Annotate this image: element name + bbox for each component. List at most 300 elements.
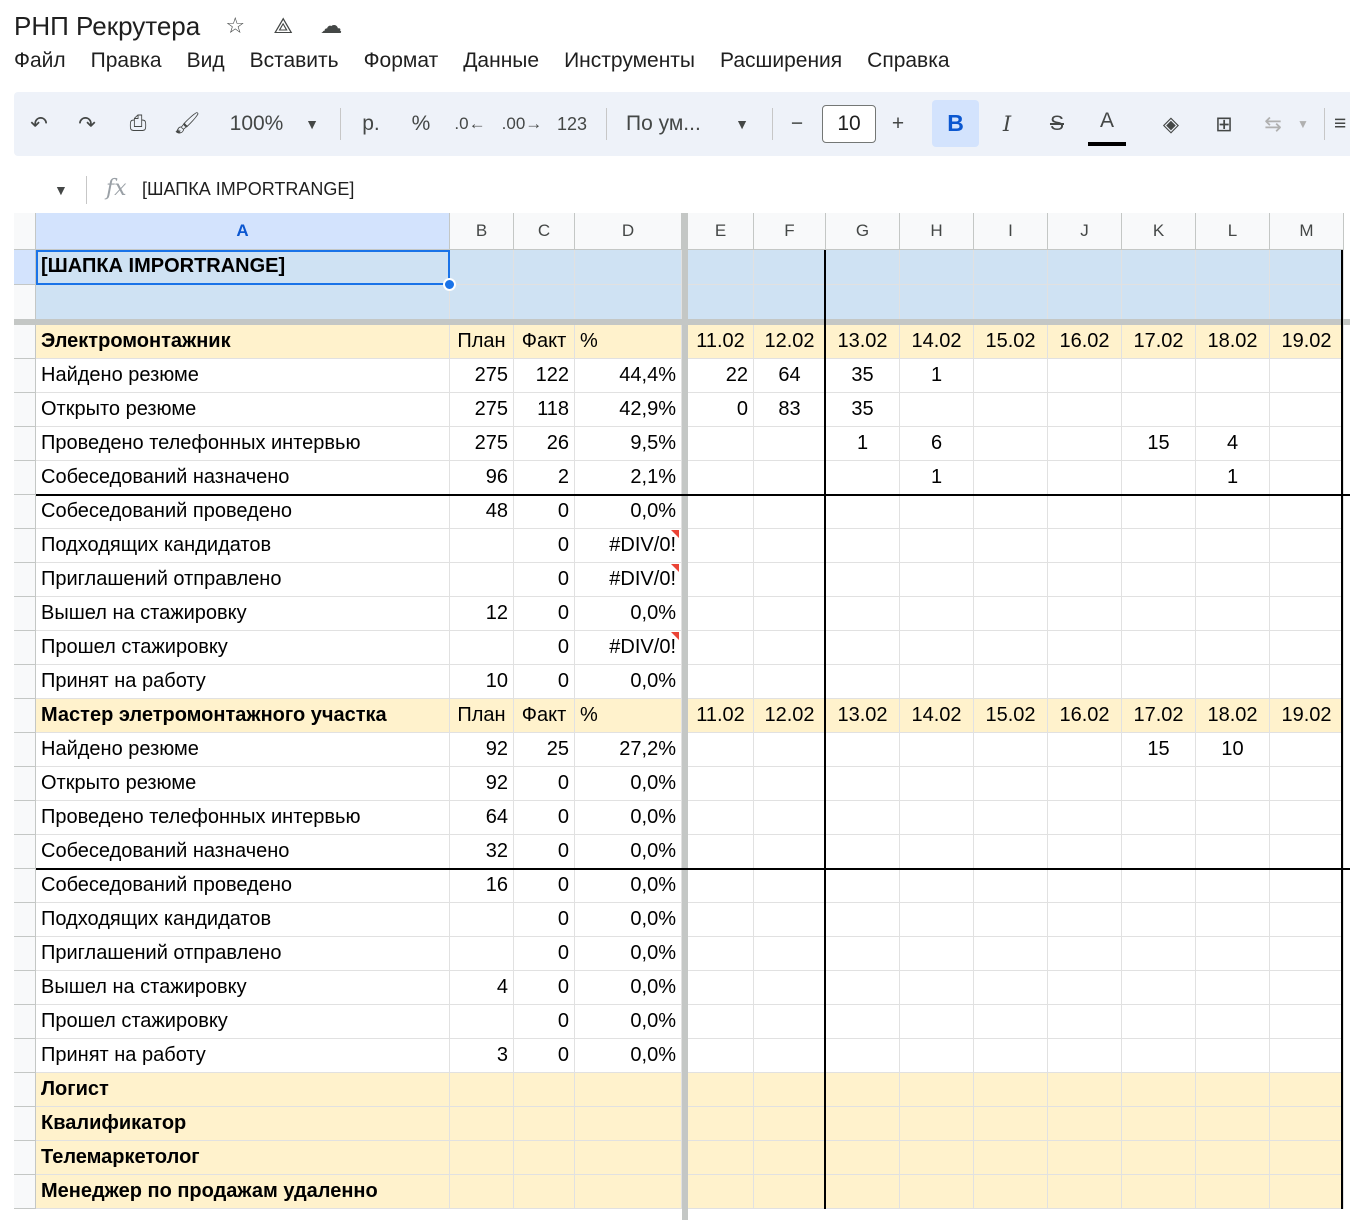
table-cell[interactable]: 1 [900,359,974,393]
table-cell[interactable]: 42,9% [575,393,682,427]
table-cell[interactable] [754,733,826,767]
table-cell[interactable] [1270,801,1344,835]
table-cell[interactable] [1122,1039,1196,1073]
table-cell[interactable]: 0 [514,495,575,529]
section-header-cell[interactable] [754,1141,826,1175]
table-cell[interactable]: 118 [514,393,575,427]
table-cell[interactable]: Вышел на стажировку [36,597,450,631]
row-header[interactable] [14,495,36,529]
banner-cell[interactable] [688,250,754,285]
row-header[interactable] [14,250,36,285]
table-cell[interactable]: 0 [514,1039,575,1073]
table-cell[interactable] [1270,733,1344,767]
table-cell[interactable]: 35 [826,393,900,427]
table-cell[interactable] [1122,835,1196,869]
table-cell[interactable] [1270,1039,1344,1073]
table-cell[interactable] [1048,801,1122,835]
table-cell[interactable]: 0 [514,869,575,903]
table-cell[interactable]: 0,0% [575,665,682,699]
section-header-cell[interactable] [974,1107,1048,1141]
table-cell[interactable]: 0 [514,801,575,835]
table-cell[interactable] [974,767,1048,801]
table-cell[interactable] [1270,631,1344,665]
table-cell[interactable] [1122,971,1196,1005]
section-header-cell[interactable] [688,1073,754,1107]
row-header[interactable] [14,461,36,495]
section-header-cell[interactable]: 19.02 [1270,325,1344,359]
table-cell[interactable]: 275 [450,359,514,393]
section-header-cell[interactable] [1196,1141,1270,1175]
table-cell[interactable]: 0 [688,393,754,427]
section-header-cell[interactable] [688,1107,754,1141]
table-cell[interactable] [974,359,1048,393]
table-cell[interactable] [974,563,1048,597]
table-cell[interactable]: 35 [826,359,900,393]
table-cell[interactable] [1196,801,1270,835]
table-cell[interactable] [450,1005,514,1039]
print-icon[interactable]: ⎙ [129,112,147,135]
banner-cell[interactable] [826,250,900,285]
banner-cell[interactable] [974,285,1048,320]
table-cell[interactable]: Открыто резюме [36,767,450,801]
table-cell[interactable] [900,393,974,427]
table-cell[interactable]: Принят на работу [36,665,450,699]
table-cell[interactable] [826,563,900,597]
column-header-b[interactable]: B [450,213,514,250]
table-cell[interactable] [826,461,900,495]
section-header-cell[interactable] [514,1175,575,1209]
table-cell[interactable] [826,903,900,937]
table-cell[interactable]: 0,0% [575,495,682,529]
section-header-cell[interactable] [1270,1141,1344,1175]
banner-cell[interactable] [514,285,575,320]
banner-cell[interactable] [36,285,450,320]
table-cell[interactable] [900,801,974,835]
table-cell[interactable] [1122,869,1196,903]
table-cell[interactable]: Проведено телефонных интервью [36,801,450,835]
banner-cell[interactable] [900,250,974,285]
table-cell[interactable]: 6 [900,427,974,461]
section-header-cell[interactable] [1196,1175,1270,1209]
table-cell[interactable] [1048,359,1122,393]
section-header-cell[interactable] [974,1175,1048,1209]
table-cell[interactable] [1270,393,1344,427]
table-cell[interactable]: 0,0% [575,903,682,937]
table-cell[interactable] [754,801,826,835]
table-cell[interactable]: 9,5% [575,427,682,461]
table-cell[interactable]: 0,0% [575,767,682,801]
table-cell[interactable] [450,529,514,563]
banner-cell[interactable] [688,285,754,320]
table-cell[interactable] [1270,427,1344,461]
table-cell[interactable] [974,903,1048,937]
table-cell[interactable]: 122 [514,359,575,393]
table-cell[interactable] [1048,461,1122,495]
section-header-cell[interactable] [1122,1141,1196,1175]
table-cell[interactable] [688,903,754,937]
table-cell[interactable] [1048,495,1122,529]
star-icon[interactable]: ☆ [225,13,246,38]
table-cell[interactable] [1048,903,1122,937]
table-cell[interactable]: Прошел стажировку [36,631,450,665]
section-header-cell[interactable] [1270,1073,1344,1107]
section-header-cell[interactable] [1122,1073,1196,1107]
section-header-cell[interactable]: 18.02 [1196,325,1270,359]
table-cell[interactable] [754,597,826,631]
percent-format-button[interactable]: % [411,112,431,135]
section-header-cell[interactable] [754,1175,826,1209]
section-header-cell[interactable] [1048,1141,1122,1175]
table-cell[interactable]: Подходящих кандидатов [36,903,450,937]
section-header-cell[interactable]: 15.02 [974,699,1048,733]
section-header-cell[interactable] [1048,1073,1122,1107]
row-header[interactable] [14,285,36,320]
table-cell[interactable] [1196,1039,1270,1073]
column-header-c[interactable]: C [514,213,575,250]
zoom-select[interactable]: 100% [229,112,284,135]
table-cell[interactable] [1196,835,1270,869]
table-cell[interactable] [688,597,754,631]
table-cell[interactable] [900,1039,974,1073]
cloud-status-icon[interactable]: ☁ [320,13,343,38]
table-cell[interactable]: 15 [1122,733,1196,767]
table-cell[interactable] [754,495,826,529]
table-cell[interactable] [826,767,900,801]
table-cell[interactable] [1122,563,1196,597]
table-cell[interactable]: 1 [826,427,900,461]
italic-button[interactable]: I [1002,112,1012,136]
table-cell[interactable] [974,1005,1048,1039]
banner-cell[interactable] [575,250,682,285]
table-cell[interactable] [1048,427,1122,461]
strikethrough-button[interactable]: S [1049,112,1064,135]
table-cell[interactable] [900,529,974,563]
table-cell[interactable]: 0 [514,767,575,801]
table-cell[interactable] [1270,767,1344,801]
table-cell[interactable] [974,631,1048,665]
table-cell[interactable]: 0 [514,903,575,937]
section-header-cell[interactable]: План [450,325,514,359]
section-header-cell[interactable] [1122,1175,1196,1209]
table-cell[interactable] [1048,631,1122,665]
column-header-h[interactable]: H [900,213,974,250]
row-header[interactable] [14,937,36,971]
table-cell[interactable] [1048,937,1122,971]
table-cell[interactable]: 3 [450,1039,514,1073]
section-header-cell[interactable] [974,1141,1048,1175]
table-cell[interactable]: 64 [450,801,514,835]
banner-cell[interactable] [1048,285,1122,320]
table-cell[interactable] [754,529,826,563]
table-cell[interactable] [826,529,900,563]
table-cell[interactable]: #DIV/0! [575,563,682,597]
column-header-f[interactable]: F [754,213,826,250]
bold-button[interactable]: B [932,100,979,147]
table-cell[interactable] [826,971,900,1005]
table-cell[interactable] [826,665,900,699]
section-header-cell[interactable]: Мастер элетромонтажного участка [36,699,450,733]
table-cell[interactable]: Прошел стажировку [36,1005,450,1039]
table-cell[interactable]: 96 [450,461,514,495]
section-header-cell[interactable] [575,1073,682,1107]
section-header-cell[interactable]: % [575,325,682,359]
table-cell[interactable]: 32 [450,835,514,869]
table-cell[interactable] [1048,665,1122,699]
table-cell[interactable] [826,937,900,971]
table-cell[interactable] [974,665,1048,699]
table-cell[interactable] [974,495,1048,529]
table-cell[interactable] [754,427,826,461]
table-cell[interactable]: 25 [514,733,575,767]
table-cell[interactable] [450,903,514,937]
table-cell[interactable] [900,495,974,529]
section-header-cell[interactable]: 11.02 [688,325,754,359]
table-cell[interactable]: Принят на работу [36,1039,450,1073]
table-cell[interactable] [1122,461,1196,495]
table-cell[interactable] [1122,1005,1196,1039]
table-cell[interactable] [974,393,1048,427]
table-cell[interactable] [450,937,514,971]
row-header[interactable] [14,393,36,427]
section-header-cell[interactable] [900,1073,974,1107]
table-cell[interactable] [1196,903,1270,937]
table-cell[interactable] [1196,665,1270,699]
table-cell[interactable]: 0,0% [575,971,682,1005]
column-header-m[interactable]: M [1270,213,1344,250]
table-cell[interactable] [1270,461,1344,495]
table-cell[interactable] [1122,393,1196,427]
table-cell[interactable] [974,835,1048,869]
row-header[interactable] [14,529,36,563]
menu-file[interactable]: Файл [14,49,66,72]
table-cell[interactable] [688,869,754,903]
table-cell[interactable]: 0,0% [575,835,682,869]
table-cell[interactable] [1196,1005,1270,1039]
row-header[interactable] [14,903,36,937]
section-header-cell[interactable]: Телемаркетолог [36,1141,450,1175]
table-cell[interactable]: Собеседований проведено [36,495,450,529]
table-cell[interactable]: 22 [688,359,754,393]
row-header[interactable] [14,665,36,699]
font-dropdown-icon[interactable]: ▼ [735,116,749,132]
table-cell[interactable] [900,631,974,665]
table-cell[interactable] [1270,937,1344,971]
table-cell[interactable] [1048,1039,1122,1073]
table-cell[interactable] [900,597,974,631]
section-header-cell[interactable]: 18.02 [1196,699,1270,733]
table-cell[interactable] [754,1039,826,1073]
table-cell[interactable] [974,597,1048,631]
section-header-cell[interactable] [754,1107,826,1141]
decrease-decimal-button[interactable]: .0← [454,114,486,133]
table-cell[interactable]: 15 [1122,427,1196,461]
table-cell[interactable] [1122,631,1196,665]
table-cell[interactable] [450,631,514,665]
section-header-cell[interactable] [575,1141,682,1175]
table-cell[interactable] [1270,971,1344,1005]
table-cell[interactable]: 0 [514,563,575,597]
table-cell[interactable] [1048,529,1122,563]
table-cell[interactable] [688,563,754,597]
banner-cell[interactable] [1270,285,1344,320]
table-cell[interactable] [688,631,754,665]
table-cell[interactable] [1270,835,1344,869]
banner-cell[interactable]: [ШАПКА IMPORTRANGE] [36,250,450,285]
table-cell[interactable] [754,835,826,869]
table-cell[interactable]: 0 [514,597,575,631]
banner-cell[interactable] [1122,250,1196,285]
frozen-column-divider[interactable] [682,213,688,1220]
row-header[interactable] [14,1141,36,1175]
table-cell[interactable]: 16 [450,869,514,903]
align-icon[interactable]: ≡ [1334,112,1347,135]
table-cell[interactable] [1048,869,1122,903]
increase-font-size-button[interactable]: + [891,112,905,135]
table-cell[interactable]: 0,0% [575,869,682,903]
banner-cell[interactable] [1270,250,1344,285]
table-cell[interactable] [826,733,900,767]
table-cell[interactable] [450,563,514,597]
table-cell[interactable] [1270,665,1344,699]
menu-extensions[interactable]: Расширения [720,49,843,72]
section-header-cell[interactable] [754,1073,826,1107]
section-header-cell[interactable] [1196,1073,1270,1107]
column-header-k[interactable]: K [1122,213,1196,250]
table-cell[interactable] [688,1005,754,1039]
table-cell[interactable]: 0,0% [575,1005,682,1039]
table-cell[interactable] [974,937,1048,971]
table-cell[interactable] [1270,359,1344,393]
table-cell[interactable]: Открыто резюме [36,393,450,427]
section-header-cell[interactable]: 13.02 [826,325,900,359]
table-cell[interactable] [688,835,754,869]
banner-cell[interactable] [450,250,514,285]
table-cell[interactable] [1196,393,1270,427]
table-cell[interactable] [754,869,826,903]
table-cell[interactable]: Проведено телефонных интервью [36,427,450,461]
fill-handle[interactable] [443,278,456,291]
table-cell[interactable]: 2,1% [575,461,682,495]
table-cell[interactable] [1048,393,1122,427]
column-header-i[interactable]: I [974,213,1048,250]
table-cell[interactable]: 83 [754,393,826,427]
borders-icon[interactable]: ⊞ [1215,112,1233,136]
currency-format-button[interactable]: р. [362,112,380,135]
table-cell[interactable] [1048,563,1122,597]
table-cell[interactable] [1196,359,1270,393]
row-header[interactable] [14,597,36,631]
banner-cell[interactable] [1196,250,1270,285]
more-formats-button[interactable]: 123 [556,113,588,134]
table-cell[interactable] [1122,529,1196,563]
table-cell[interactable] [826,1005,900,1039]
table-cell[interactable] [754,631,826,665]
table-cell[interactable]: 0 [514,631,575,665]
decrease-font-size-button[interactable]: − [790,112,804,135]
row-header[interactable] [14,631,36,665]
table-cell[interactable]: 0,0% [575,937,682,971]
selected-cell-a1[interactable] [36,250,450,285]
table-cell[interactable]: #DIV/0! [575,529,682,563]
table-cell[interactable]: 0 [514,835,575,869]
section-header-cell[interactable] [450,1175,514,1209]
section-header-cell[interactable]: 11.02 [688,699,754,733]
table-cell[interactable]: 4 [1196,427,1270,461]
table-cell[interactable]: 0,0% [575,801,682,835]
section-header-cell[interactable] [688,1175,754,1209]
section-header-cell[interactable] [1122,1107,1196,1141]
table-cell[interactable] [688,801,754,835]
section-header-cell[interactable] [1270,1107,1344,1141]
table-cell[interactable] [754,767,826,801]
section-header-cell[interactable]: 13.02 [826,699,900,733]
table-cell[interactable]: Вышел на стажировку [36,971,450,1005]
section-header-cell[interactable]: План [450,699,514,733]
menu-tools[interactable]: Инструменты [564,49,696,72]
table-cell[interactable]: 12 [450,597,514,631]
section-header-cell[interactable] [1048,1107,1122,1141]
table-cell[interactable] [826,495,900,529]
table-cell[interactable] [754,563,826,597]
table-cell[interactable] [1048,767,1122,801]
section-header-cell[interactable] [1048,1175,1122,1209]
table-cell[interactable]: 0 [514,529,575,563]
section-header-cell[interactable] [900,1107,974,1141]
increase-decimal-button[interactable]: .00→ [501,114,543,133]
column-header-j[interactable]: J [1048,213,1122,250]
table-cell[interactable] [900,1005,974,1039]
row-header[interactable] [14,971,36,1005]
table-cell[interactable] [974,869,1048,903]
table-cell[interactable]: 10 [450,665,514,699]
row-header[interactable] [14,1005,36,1039]
section-header-cell[interactable] [450,1073,514,1107]
banner-cell[interactable] [900,285,974,320]
section-header-cell[interactable] [826,1141,900,1175]
formula-input[interactable]: [ШАПКА IMPORTRANGE] [142,179,355,199]
table-cell[interactable]: 1 [1196,461,1270,495]
table-cell[interactable]: 10 [1196,733,1270,767]
table-cell[interactable] [1196,597,1270,631]
select-all-corner[interactable] [14,213,36,250]
table-cell[interactable] [688,733,754,767]
table-cell[interactable]: Собеседований назначено [36,461,450,495]
table-cell[interactable]: 27,2% [575,733,682,767]
table-cell[interactable]: Найдено резюме [36,359,450,393]
table-cell[interactable] [826,801,900,835]
row-header[interactable] [14,767,36,801]
table-cell[interactable] [1122,597,1196,631]
banner-cell[interactable] [754,250,826,285]
table-cell[interactable] [974,733,1048,767]
column-header-e[interactable]: E [688,213,754,250]
row-header[interactable] [14,1073,36,1107]
row-header[interactable] [14,1175,36,1209]
table-cell[interactable] [974,801,1048,835]
table-cell[interactable] [688,767,754,801]
zoom-dropdown-icon[interactable]: ▼ [305,116,319,132]
section-header-cell[interactable] [575,1175,682,1209]
table-cell[interactable]: 0,0% [575,597,682,631]
table-cell[interactable] [1270,597,1344,631]
table-cell[interactable]: 0,0% [575,1039,682,1073]
table-cell[interactable] [688,937,754,971]
table-cell[interactable] [974,529,1048,563]
section-header-cell[interactable]: 14.02 [900,325,974,359]
column-header-g[interactable]: G [826,213,900,250]
table-cell[interactable] [754,903,826,937]
section-header-cell[interactable] [688,1141,754,1175]
